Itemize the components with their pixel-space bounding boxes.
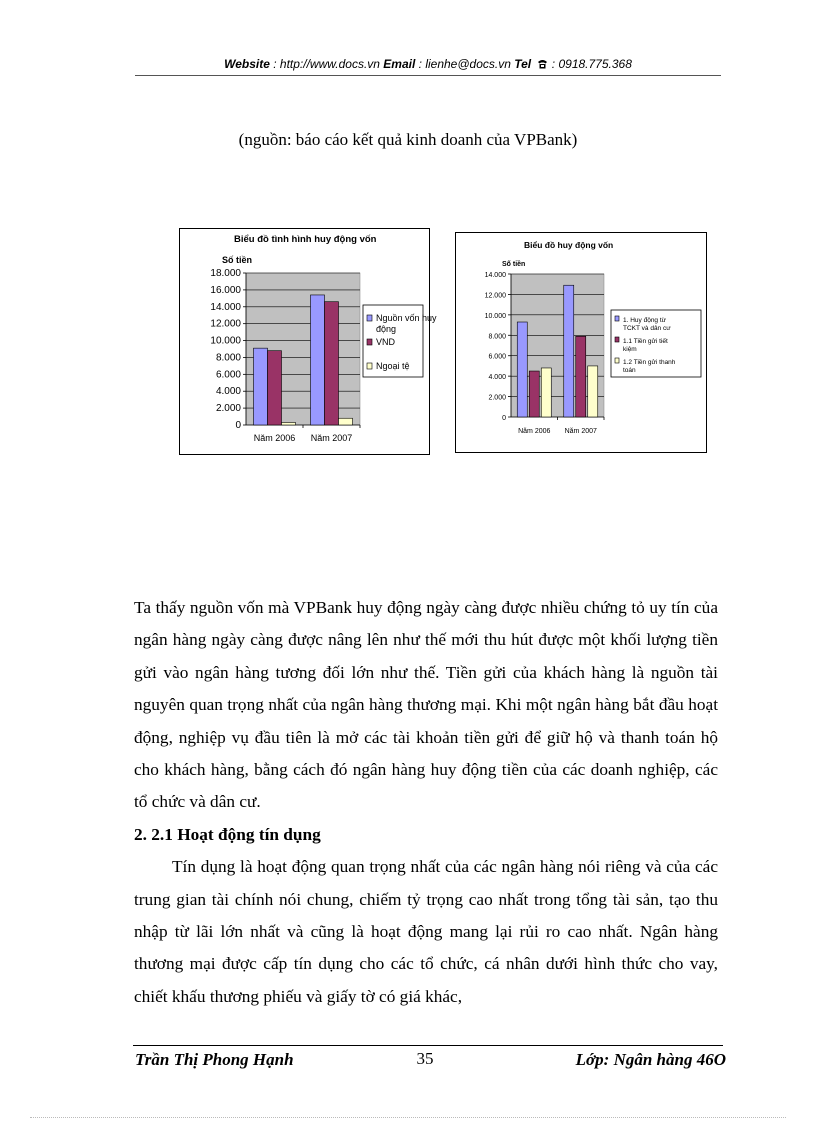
chart-ylabel: Số tiền [502,261,526,268]
phone-icon [537,59,548,69]
legend-label: Ngoại tệ [376,361,410,371]
x-tick-label: Năm 2007 [564,428,597,435]
bar [517,322,527,417]
legend-label: VND [376,337,396,347]
x-tick-label: Năm 2006 [518,428,551,435]
y-tick-label: 2.000 [488,394,506,402]
bar [282,422,296,425]
body-text [134,592,718,1013]
bar [311,295,325,425]
paragraph-funding: Ta thấy nguồn vốn mà VPBank huy động ngày càng được nhiều chứng tỏ uy tín của ngân hàng ngày càng được nâng lên như thế mới thu hút được một khối lượng tiền gửi vào ngân hàng tương đối lớn như thế. Tiền gửi của khách hàng là nguồn tài nguyên quan trọng nhất của ngân hàng thương mại. Khi một ngân hàng bắt đầu hoạt động, nghiệp vụ đầu tiên là mở các tài khoản tiền gửi để giữ hộ và thanh toán hộ cho khách hàng, bằng cách đó ngân hàng huy động tiền của các doanh nghiệp, các tổ chức và dân cư. [134,598,718,812]
bar [339,418,353,425]
bar [325,302,339,425]
chart-title: Biểu đồ tình hình huy động vốn [234,234,377,245]
y-tick-label: 12.000 [484,292,506,300]
chart-funding-breakdown [455,232,707,453]
bar [564,285,574,417]
y-tick-label: 0 [502,415,506,422]
chart-title: Biểu đồ huy động vốn [524,240,614,250]
tel-label: Tel [514,57,532,71]
legend-swatch [367,339,372,345]
email-value[interactable]: : lienhe@docs.vn [415,57,515,71]
page-header [135,57,721,71]
y-tick-label: 8.000 [488,333,506,341]
y-tick-label: 8.000 [215,352,241,364]
y-tick-label: 6.000 [488,353,506,361]
y-tick-label: 16.000 [210,284,241,296]
legend-swatch [615,316,619,321]
y-tick-label: 12.000 [210,318,241,330]
y-tick-label: 10.000 [484,312,506,320]
website-label: Website [224,57,270,71]
legend-label: động [376,324,397,334]
legend-label: Nguồn vốn huy [376,313,437,323]
tel-value: : 0918.775.368 [548,57,632,71]
legend-label: toán [623,367,636,374]
y-tick-label: 14.000 [210,301,241,313]
page-edge-line [30,1117,786,1118]
footer-class: Lớp: Ngân hàng 46O [575,1050,726,1069]
legend-label: 1. Huy động từ [623,317,667,324]
legend-label: kiệm [623,346,637,353]
y-tick-label: 0 [235,420,241,431]
legend-swatch [367,315,372,321]
y-tick-label: 2.000 [215,403,241,415]
y-tick-label: 4.000 [215,386,241,398]
bar [268,351,282,425]
website-value[interactable]: : http://www.docs.vn [269,57,384,71]
legend-label: TCKT và dân cư [623,325,671,332]
legend-swatch [615,337,619,342]
legend-label: 1.2 Tiền gửi thanh [623,359,676,366]
bar [529,371,539,417]
y-tick-label: 4.000 [488,374,506,382]
chart-funding-situation [179,228,437,455]
chart-ylabel: Số tiền [222,255,253,265]
bar [541,368,551,417]
legend-swatch [367,363,372,369]
page-number: 35 [416,1049,434,1068]
email-label: Email [383,57,416,71]
y-tick-label: 18.000 [210,268,241,279]
x-tick-label: Năm 2007 [310,433,353,443]
y-tick-label: 10.000 [210,335,241,347]
bar [576,336,586,417]
bar [588,366,598,417]
chart-funding-breakdown-svg [456,233,706,452]
legend-label: 1.1 Tiền gửi tiết [623,338,668,345]
footer-author: Trần Thị Phong Hạnh [135,1050,294,1069]
x-tick-label: Năm 2006 [253,433,296,443]
source-note: (nguồn: báo cáo kết quả kinh doanh của VPBank) [238,130,578,149]
footer-divider [133,1045,723,1046]
legend-swatch [615,358,619,363]
y-tick-label: 14.000 [484,272,506,279]
bar [254,348,268,425]
paragraph-credit: Tín dụng là hoạt động quan trọng nhất của các ngân hàng nói riêng và của các trung gian tài chính nói chung, chiếm tỷ trọng cao nhất trong tổng tài sản, tạo thu nhập từ lãi lớn nhất và cũng là hoạt động mang lại rủi ro cao nhất. Ngân hàng thương mại được cấp tín dụng cho các tổ chức, cá nhân dưới hình thức cho vay, chiết khấu thương phiếu và giấy tờ có giá khác, [134,857,718,1006]
chart-funding-situation-svg [180,229,437,454]
section-heading: 2. 2.1 Hoạt động tín dụng [134,824,321,844]
header-divider [135,75,721,76]
y-tick-label: 6.000 [215,369,241,381]
